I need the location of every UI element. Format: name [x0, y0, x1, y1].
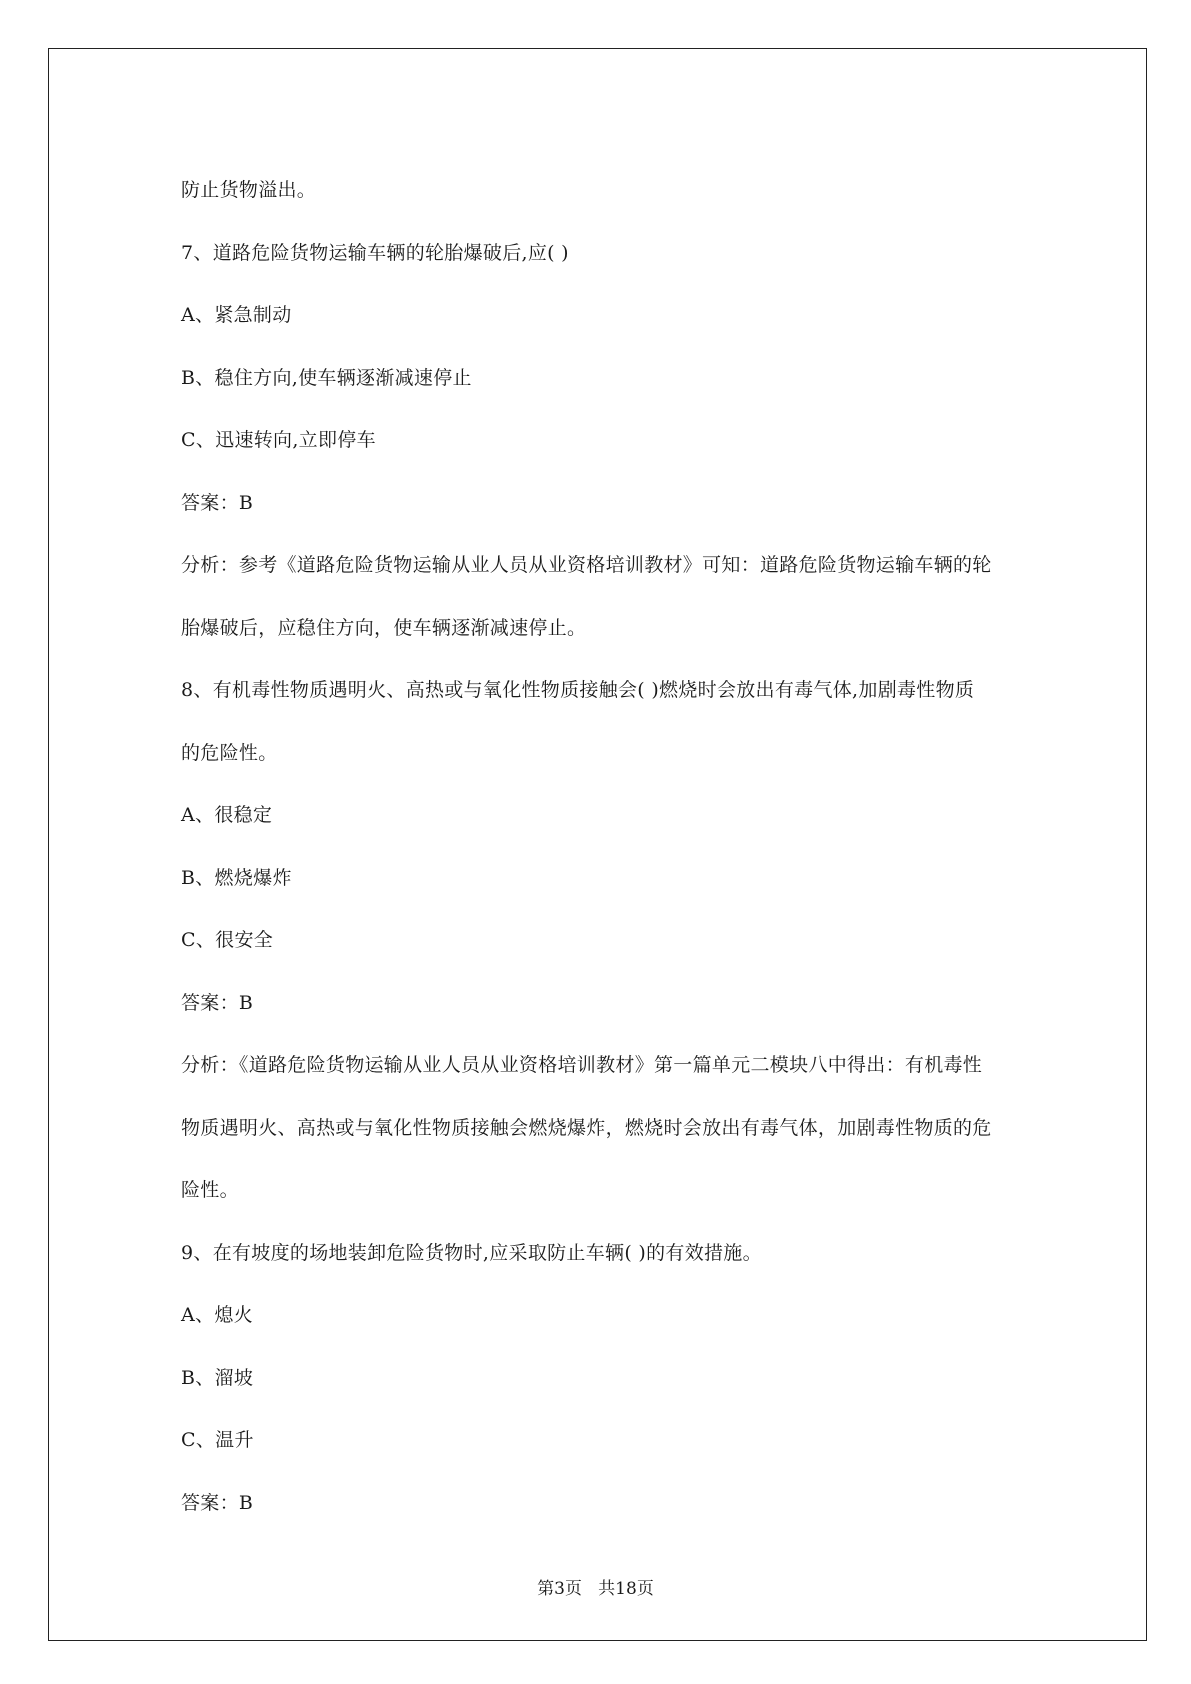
- analysis-continued: 物质遇明火、高热或与氧化性物质接触会燃烧爆炸，燃烧时会放出有毒气体，加剧毒性物质的危: [181, 1116, 992, 1139]
- option-c: C、很安全: [181, 929, 274, 951]
- option-c: C、迅速转向,立即停车: [181, 429, 376, 451]
- analysis: 分析：《道路危险货物运输从业人员从业资格培训教材》第一篇单元二模块八中得出：有机毒性: [181, 1054, 983, 1076]
- page-number: 第3页 共18页: [537, 1579, 654, 1599]
- option-b: B、溜坡: [181, 1366, 254, 1389]
- option-b: B、燃烧爆炸: [181, 866, 292, 889]
- answer: 答案：B: [181, 491, 254, 514]
- text-line: 防止货物溢出。: [181, 179, 317, 201]
- analysis-continued: 险性。: [181, 1179, 239, 1201]
- question-8-continued: 的危险性。: [181, 741, 278, 764]
- analysis-continued: 胎爆破后，应稳住方向，使车辆逐渐减速停止。: [181, 616, 587, 639]
- analysis: 分析：参考《道路危险货物运输从业人员从业资格培训教材》可知：道路危险货物运输车辆的轮: [181, 554, 992, 576]
- document-body: [181, 159, 1021, 1534]
- question-7: 7、道路危险货物运输车辆的轮胎爆破后,应( ): [181, 241, 569, 264]
- answer: 答案：B: [181, 991, 254, 1014]
- question-8: 8、有机毒性物质遇明火、高热或与氧化性物质接触会( )燃烧时会放出有毒气体,加剧毒性物质: [181, 679, 975, 701]
- option-a: A、很稳定: [181, 804, 273, 826]
- option-b: B、稳住方向,使车辆逐渐减速停止: [181, 366, 472, 389]
- option-a: A、紧急制动: [181, 304, 292, 326]
- answer: 答案：B: [181, 1491, 254, 1514]
- question-9: 9、在有坡度的场地装卸危险货物时,应采取防止车辆( )的有效措施。: [181, 1241, 762, 1264]
- option-c: C、温升: [181, 1429, 254, 1451]
- option-a: A、熄火: [181, 1304, 253, 1326]
